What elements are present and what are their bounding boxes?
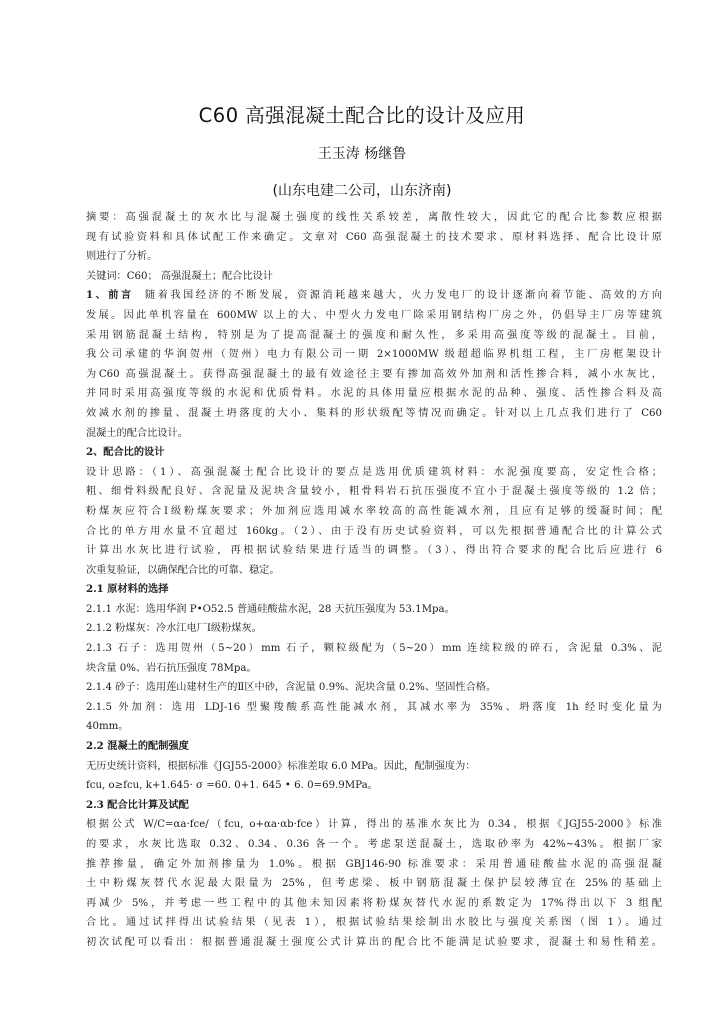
paragraph-line: 合比的单方用水量不宜超过 160kg。（2）、由于没有历史试验资料，可以先根据普通配合比的计算公式 (86, 525, 662, 537)
formula-line: fcu, o≥fcu, k+1.645· σ =60. 0+1. 645 • 6. 0=69.9MPa。 (86, 780, 378, 792)
section-2-heading: 2、配合比的设计 (86, 446, 165, 459)
paragraph-line: 粉煤灰应符合Ⅰ级粉煤灰要求；外加剂应选用减水率较高的高性能减水剂，且应有足够的缓凝时间；配 (86, 505, 662, 517)
paragraph-text: 随着我国经济的不断发展，资源消耗越来越大，火力发电厂的设计逐渐向着节能、高效的方向 (145, 290, 662, 302)
paragraph-line: 我公司承建的华润贺州（贺州）电力有限公司一期 2×1000MW 级超超临界机组工程，主厂房框架设计 (86, 349, 662, 361)
abstract-line: 摘要：高强混凝土的灰水比与混凝土强度的线性关系较差，离散性较大，因此它的配合比参数应根据 (86, 212, 662, 223)
paragraph-line: 发展。因此单机容量在 600MW 以上的大、中型火力发电厂除采用钢结构厂房之外，仍倡导主厂房等建筑 (86, 309, 662, 321)
paragraph-line: 采用钢筋混凝土结构，特别是为了提高混凝土的强度和耐久性，多采用高强度等级的混凝土。目前， (86, 329, 662, 341)
paragraph-line: 无历史统计资料，根据标准《JGJ55-2000》标准差取 6.0 MPa。因此，配制强度为： (86, 760, 476, 772)
paragraph-line: 设计思路：（1）、高强混凝土配合比设计的要点是选用优质建筑材料：水泥强度要高，安定性合格； (86, 466, 662, 478)
section-2-2-heading: 2.2 混凝土的配制强度 (86, 740, 189, 753)
paragraph-line: 2.1.5 外加剂：选用 LDJ-16 型聚羧酸系高性能减水剂，其减水率为 35%、坍落度 1h 经时变化量为 (86, 701, 662, 713)
section-1-first-line (86, 286, 662, 306)
paragraph-line: 合比。通过试拌得出试验结果（见表 1），根据试验结果绘制出水胶比与强度关系图（图 1）。通过 (86, 917, 662, 929)
section-1-heading: 1、前言 (86, 289, 134, 302)
paragraph-line: 再减少 5%，并考虑一些工程中的其他未知因素将粉煤灰替代水泥的系数定为 17%得出以下 3 组配 (86, 897, 662, 909)
paragraph-line: 2.1.3 石子：选用贺州（5~20）mm 石子，颗粒级配为（5~20）mm 连续粒级的碎石，含泥量 0.3%、泥 (86, 643, 662, 655)
section-2-3-heading: 2.3 配合比计算及试配 (86, 798, 189, 811)
paragraph-line: 并同时采用高强度等级的水泥和优质骨料。水泥的具体用量应根据水泥的品种、强度、活性掺合料及高 (86, 388, 662, 400)
paragraph-line: 2.1.4 砂子：选用莲山建材生产的Ⅱ区中砂，含泥量 0.9%、泥块含量 0.2%、坚固性合格。 (86, 682, 497, 694)
paragraph-line: 初次试配可以看出：根据普通混凝土强度公式计算出的配合比不能满足试验要求，混凝土和易性稍差。 (86, 936, 662, 948)
paragraph-line: 根据公式 W/C=αa·fce/（fcu, o+αa·αb·fce）计算，得出的基准水灰比为 0.34，根据《JGJ55-2000》标准 (86, 819, 662, 831)
paper-body (86, 208, 662, 953)
paragraph-line: 2.1.1 水泥：选用华润 P•O52.5 普通硅酸盐水泥，28 天抗压强度为 53.1Mpa。 (86, 603, 455, 615)
keywords: 关键词：C60； 高强混凝土；配合比设计 (86, 270, 273, 282)
paragraph-line: 的要求，水灰比选取 0.32、0.34、0.36 各一个。考虑泵送混凝土，选取砂率为 42%~43%。根据厂家 (86, 839, 662, 850)
abstract-line: 现有试验资料和具体试配工作来确定。文章对 C60 高强混凝土的技术要求、原材料选择、配合比设计原 (86, 231, 662, 243)
affiliation: (山东电建二公司，山东济南) (272, 183, 452, 199)
paragraph-line: 效减水剂的掺量、混凝土坍落度的大小、集料的形状级配等情况而确定。针对以上几点我们进行了 C60 (86, 407, 662, 419)
section-2-1-heading: 2.1 原材料的选择 (86, 583, 169, 596)
paragraph-line: 土中粉煤灰替代水泥最大限量为 25%，但考虑梁、板中钢筋混凝土保护层较薄宜在 25%的基础上 (86, 878, 662, 890)
paragraph-line: 块含量 0%、岩石抗压强度 78Mpa。 (86, 662, 257, 674)
paragraph-line: 40mm。 (86, 721, 129, 733)
paragraph-line: 次重复验证，以确保配合比的可靠、稳定。 (86, 564, 280, 576)
paper-title: C60 高强混凝土配合比的设计及应用 (198, 104, 526, 127)
paragraph-line: 计算出水灰比进行试验，再根据试验结果进行适当的调整。（3）、得出符合要求的配合比后应进行 6 (86, 545, 662, 557)
paragraph-line: 混凝土的配合比设计。 (86, 427, 188, 439)
paragraph-line: 粗、细骨料级配良好、含泥量及泥块含量较小，粗骨料岩石抗压强度不宜小于混凝土强度等级的 1.2 倍； (86, 486, 662, 498)
paragraph-line: 推荐掺量，确定外加剂掺量为 1.0%。根据 GBJ146-90 标准要求：采用普通硅酸盐水泥的高强混凝 (86, 858, 662, 870)
paragraph-line: 为C60 高强混凝土。获得高强混凝土的最有效途径主要有掺加高效外加剂和活性掺合料，减小水灰比， (86, 368, 662, 380)
paragraph-line: 2.1.2 粉煤灰：冷水江电厂Ⅰ级粉煤灰。 (86, 623, 262, 635)
authors: 王玉涛 杨继鲁 (317, 146, 407, 162)
abstract-line: 则进行了分析。 (86, 251, 158, 263)
